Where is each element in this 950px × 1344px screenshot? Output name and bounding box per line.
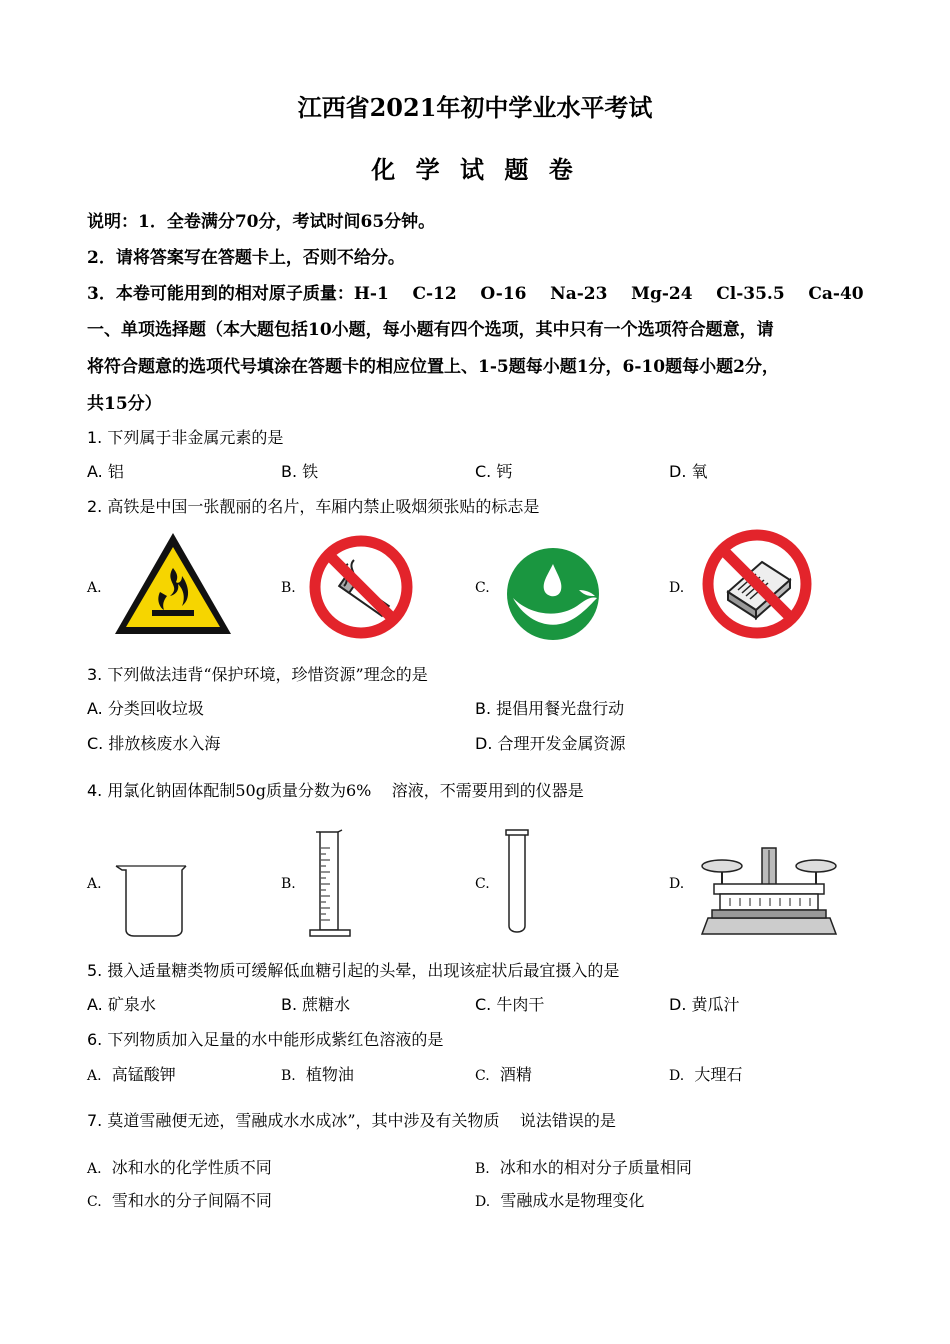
q5-option-a[interactable] [87,992,156,1015]
question-number: 6. [87,1030,103,1049]
q4-option-b[interactable]: B. [281,876,296,892]
option-key: C. [87,1194,102,1210]
option-key: B. [475,699,492,718]
note-1: 说明：1．全卷满分70分，考试时间65分钟。 [87,212,436,232]
option-text: 排放核废水入海 [108,734,221,753]
q2-option-a[interactable]: A. [87,580,102,596]
option-text: 雪和水的分子间隔不同 [111,1191,272,1210]
question-stem: 高铁是中国一张靓丽的名片，车厢内禁止吸烟须张贴的标志是 [107,497,540,516]
q2-option-c[interactable]: C. [475,580,490,596]
test-tube-icon [503,828,531,940]
option-key: D. [669,995,687,1014]
q1-option-d[interactable] [669,459,708,482]
graduated-cylinder-icon [306,828,354,940]
option-key: B. [281,462,298,481]
q1-option-c[interactable] [475,459,512,482]
q5-option-b[interactable] [281,992,350,1015]
q3-option-b[interactable] [475,696,624,719]
question-stem: 下列物质加入足量的水中能形成紫红色溶液的是 [107,1030,444,1049]
option-text: 冰和水的化学性质不同 [111,1158,272,1177]
question-stem: 下列属于非金属元素的是 [107,428,284,447]
section-header-line2: 将符合题意的选项代号填涂在答题卡的相应位置上、1-5题每小题1分，6-10题每小题2分， [87,357,779,377]
flammable-warning-icon [112,530,234,638]
option-text: 雪融成水是物理变化 [500,1191,645,1210]
option-text: 分类回收垃圾 [107,699,204,718]
question-number: 7. [87,1111,103,1130]
option-key: A. [87,1161,102,1177]
q5-option-c[interactable] [475,992,544,1015]
question-number: 2. [87,497,103,516]
q7-option-a[interactable] [87,1155,272,1178]
option-text: 铁 [302,462,319,481]
q6-option-b[interactable] [281,1062,354,1085]
q1-option-a[interactable] [87,459,124,482]
q7-option-b[interactable] [475,1155,692,1178]
question-number: 5. [87,961,103,980]
question-2 [87,494,539,517]
question-6 [87,1027,443,1050]
q4-option-a[interactable]: A. [87,876,102,892]
option-key: B. [281,1068,296,1084]
option-text: 合理开发金属资源 [497,734,626,753]
option-key: D. [475,1194,491,1210]
option-text: 氧 [691,462,708,481]
option-text: 冰和水的相对分子质量相同 [499,1158,692,1177]
q3-option-d[interactable] [475,731,626,754]
option-key: C. [475,1068,490,1084]
option-key: B. [475,1161,490,1177]
q6-option-a[interactable] [87,1062,176,1085]
question-1 [87,425,283,448]
no-smoking-icon [308,534,414,640]
section-header-line1: 一、单项选择题（本大题包括10小题，每小题有四个选项，其中只有一个选项符合题意，请 [87,320,774,340]
option-text: 植物油 [305,1065,354,1084]
question-number: 3. [87,665,103,684]
option-key: A. [87,1068,102,1084]
option-key: C. [475,995,492,1014]
q4-option-d[interactable]: D. [669,876,685,892]
q3-option-a[interactable] [87,696,204,719]
question-number: 1. [87,428,103,447]
no-matches-icon [700,528,814,640]
question-number: 4. [87,781,103,800]
question-5 [87,958,619,981]
exam-title: 江西省2021年初中学业水平考试 [297,93,653,122]
option-key: A. [87,995,103,1014]
q7-option-c[interactable] [87,1188,272,1211]
option-key: B. [281,995,298,1014]
option-key: A. [87,699,103,718]
note-3: 3．本卷可能用到的相对原子质量：H-1 C-12 O-16 Na-23 Mg-24 Cl-35.5 Ca-40 [87,284,864,304]
q6-option-c[interactable] [475,1062,532,1085]
option-text: 矿泉水 [107,995,156,1014]
question-4 [87,778,584,801]
option-key: A. [87,462,103,481]
question-stem: 莫道雪融便无迹，雪融成水水成冰”，其中涉及有关物质 说法错误的是 [107,1111,616,1130]
q2-option-b[interactable]: B. [281,580,296,596]
q4-option-c[interactable]: C. [475,876,490,892]
option-key: D. [475,734,493,753]
option-text: 提倡用餐光盘行动 [496,699,625,718]
section-header-line3: 共15分） [87,394,162,414]
option-text: 高锰酸钾 [111,1065,176,1084]
note-2: 2．请将答案写在答题卡上，否则不给分。 [87,248,405,268]
option-key: D. [669,462,687,481]
question-stem: 摄入适量糖类物质可缓解低血糖引起的头晕，出现该症状后最宜摄入的是 [107,961,620,980]
option-text: 钙 [496,462,513,481]
paper-subtitle: 化 学 试 题 卷 [371,155,579,184]
option-text: 大理石 [694,1065,743,1084]
option-text: 酒精 [499,1065,532,1084]
beaker-icon [112,860,190,940]
option-key: D. [669,1068,685,1084]
q1-option-b[interactable] [281,459,318,482]
option-text: 铝 [107,462,124,481]
question-3 [87,662,428,685]
q6-option-d[interactable] [669,1062,742,1085]
q2-option-d[interactable]: D. [669,580,685,596]
option-text: 牛肉干 [496,995,545,1014]
q5-option-d[interactable] [669,992,740,1015]
option-text: 蔗糖水 [302,995,351,1014]
option-key: C. [475,462,492,481]
option-key: C. [87,734,104,753]
water-saving-icon [505,546,601,642]
option-text: 黄瓜汁 [691,995,740,1014]
balance-scale-icon [700,844,838,938]
question-7 [87,1108,616,1131]
q3-option-c[interactable] [87,731,220,754]
question-stem: 用氯化钠固体配制50g质量分数为6% 溶液，不需要用到的仪器是 [107,781,584,800]
question-stem: 下列做法违背“保护环境，珍惜资源”理念的是 [107,665,428,684]
q7-option-d[interactable] [475,1188,644,1211]
